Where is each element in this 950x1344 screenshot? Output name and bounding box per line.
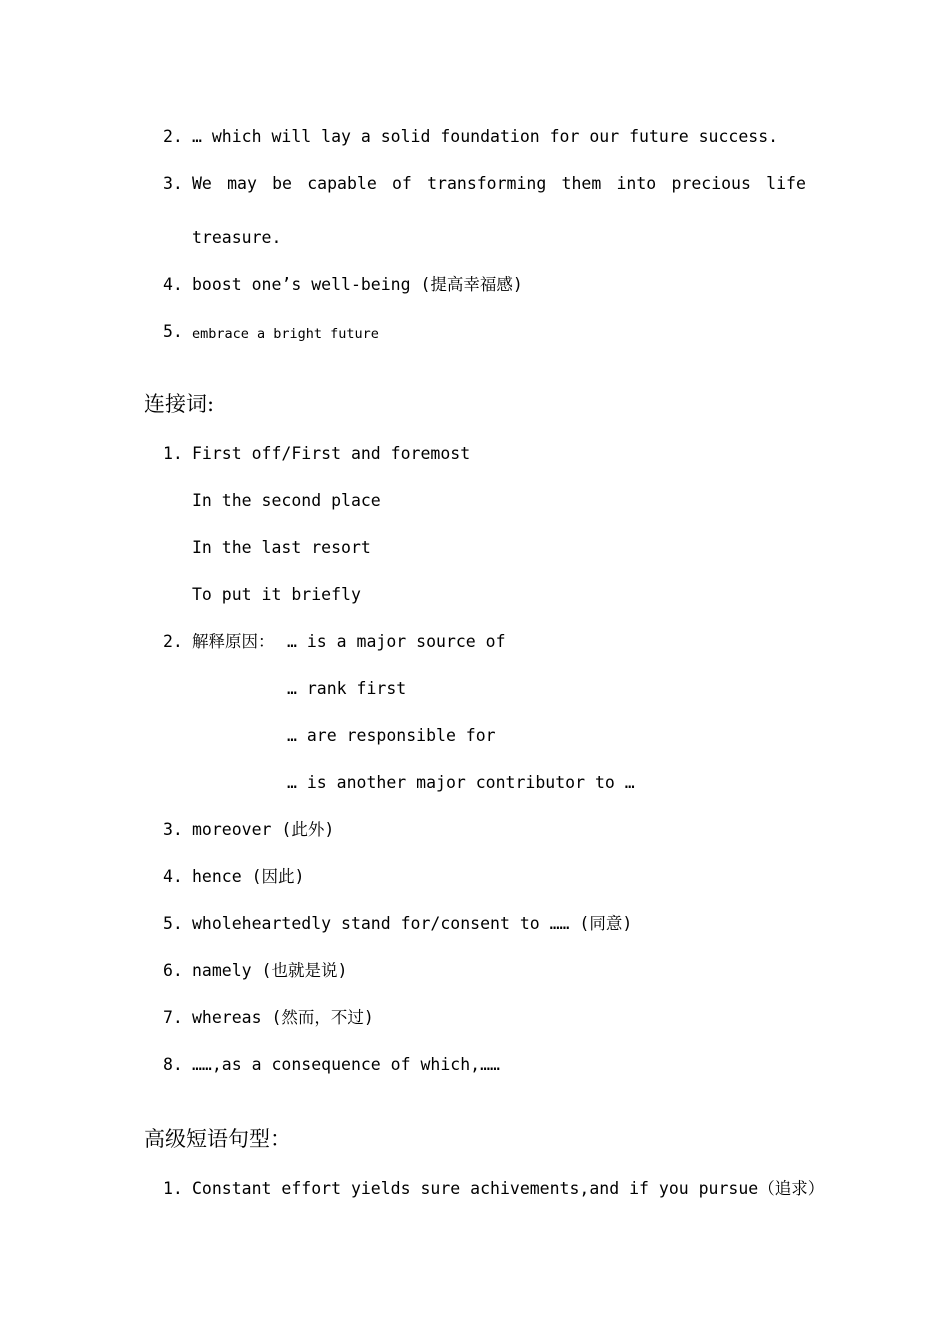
list-number: 5. <box>163 322 183 341</box>
word: into <box>616 174 657 193</box>
list-number: 1. <box>163 1179 183 1198</box>
list-number: 5. <box>163 914 183 933</box>
list-text: embrace a bright future <box>192 326 379 342</box>
word: be <box>272 174 292 193</box>
list-text: ……,as a consequence of which,…… <box>192 1055 500 1074</box>
list-text: In the second place <box>192 491 381 510</box>
list-text: … which will lay a solid foundation for our future success. <box>192 127 779 146</box>
list-text: moreover (此外) <box>192 820 335 839</box>
list-number: 7. <box>163 1008 183 1027</box>
word: We <box>192 174 212 193</box>
list-label: 解释原因： <box>192 632 275 651</box>
list-text: … rank first <box>287 679 407 698</box>
word: transforming <box>427 174 547 193</box>
word: precious <box>671 174 751 193</box>
justified-line <box>192 174 806 194</box>
list-text: In the last resort <box>192 538 371 557</box>
list-number: 4. <box>163 867 183 886</box>
list-number: 6. <box>163 961 183 980</box>
list-number: 1. <box>163 444 183 463</box>
list-text: boost one’s well-being (提高幸福感) <box>192 275 523 294</box>
list-number: 2. <box>163 632 183 651</box>
word: life <box>766 174 806 193</box>
list-text: treasure. <box>192 228 282 247</box>
list-text: … is a major source of <box>287 632 506 651</box>
list-text: namely (也就是说) <box>192 961 348 980</box>
list-number: 8. <box>163 1055 183 1074</box>
list-number: 2. <box>163 127 183 146</box>
list-text: … are responsible for <box>287 726 496 745</box>
list-text: hence (因此) <box>192 867 305 886</box>
section-heading: 连接词: <box>144 392 215 416</box>
list-text: To put it briefly <box>192 585 361 604</box>
word: of <box>391 174 412 193</box>
list-number: 3. <box>163 820 183 839</box>
list-text: whereas (然而，不过) <box>192 1008 374 1027</box>
word: them <box>561 174 602 193</box>
list-text: wholeheartedly stand for/consent to …… (同意) <box>192 914 633 933</box>
list-number: 3. <box>163 174 183 193</box>
section-heading: 高级短语句型： <box>144 1127 291 1151</box>
list-text: Constant effort yields sure achivements,and if you pursue（追求） <box>192 1179 825 1198</box>
list-text: … is another major contributor to … <box>287 773 635 792</box>
word: capable <box>307 174 377 193</box>
list-number: 4. <box>163 275 183 294</box>
list-text: First off/First and foremost <box>192 444 471 463</box>
word: may <box>227 174 257 193</box>
